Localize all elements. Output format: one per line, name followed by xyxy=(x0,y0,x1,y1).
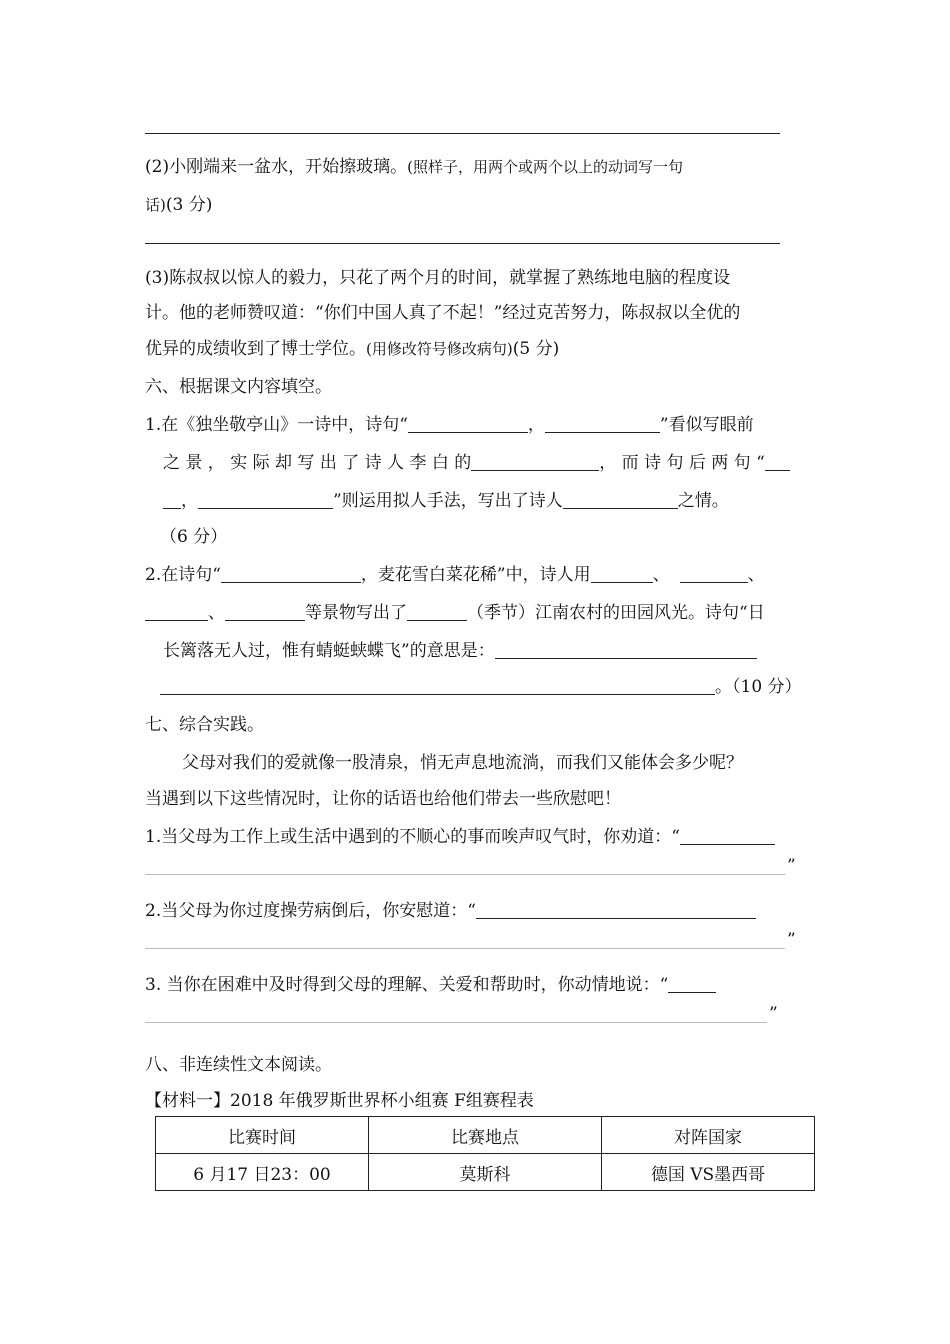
close-quote: ” xyxy=(769,1004,778,1024)
q5-item3-line1: (3)陈叔叔以惊人的毅力，只花了两个月的时间，就掌握了熟练地电脑的程度设 xyxy=(145,268,731,288)
table-cell: 德国 VS墨西哥 xyxy=(602,1154,815,1191)
q6-p2-line3: 长篱落无人过，惟有蜻蜓蛱蝶飞”的意思是： xyxy=(163,636,757,661)
answer-blank[interactable] xyxy=(476,901,756,919)
answer-line[interactable] xyxy=(145,1022,767,1023)
answer-blank[interactable] xyxy=(680,827,775,845)
fill-blank[interactable] xyxy=(163,491,181,509)
answer-line xyxy=(145,133,780,134)
q7-item2: 2.当父母为你过度操劳病倒后，你安慰道：“ xyxy=(145,896,756,921)
fill-blank[interactable] xyxy=(765,453,790,471)
q7-intro-2: 当遇到以下这些情况时，让你的话语也给他们带去一些欣慰吧！ xyxy=(145,789,621,809)
fill-blank[interactable] xyxy=(591,565,653,583)
q6-p2-line4: 。（10 分） xyxy=(160,672,802,697)
q5-item3-line2: 计。他的老师赞叹道：“你们中国人真了不起！”经过克苦努力，陈叔叔以全优的 xyxy=(145,303,741,323)
table-cell: 莫斯科 xyxy=(369,1154,602,1191)
q5-item2-score: (3 分) xyxy=(165,195,213,215)
close-quote: ” xyxy=(787,930,796,950)
q6-p1-line1: 1.在《独坐敬亭山》一诗中，诗句“ ， ”看似写眼前 xyxy=(145,415,754,435)
q5-item2-note-end: 话) xyxy=(145,196,166,214)
q6-heading: 六、根据课文内容填空。 xyxy=(145,377,332,397)
answer-line[interactable] xyxy=(145,948,785,949)
q8-heading: 八、非连续性文本阅读。 xyxy=(145,1055,332,1075)
table-cell: 6 月17 日23：00 xyxy=(156,1154,369,1191)
q6-p1-score: （6 分） xyxy=(160,527,228,547)
q7-item1: 1.当父母为工作上或生活中遇到的不顺心的事而唉声叹气时，你劝道：“ xyxy=(145,822,775,847)
fill-blank[interactable] xyxy=(225,603,305,621)
q5-item3-line3: 优异的成绩收到了博士学位。(用修改符号修改病句)(5 分) xyxy=(145,339,560,359)
schedule-table xyxy=(155,1116,815,1191)
close-quote: ” xyxy=(787,856,796,876)
q6-p1-line3: ， ”则运用拟人手法，写出了诗人 之情。 xyxy=(163,486,729,511)
q6-p2-line1: 2.在诗句“ ，麦花雪白菜花稀”中，诗人用 、 、 xyxy=(145,565,765,585)
fill-blank[interactable] xyxy=(495,641,757,659)
fill-blank[interactable] xyxy=(407,603,467,621)
fill-blank[interactable] xyxy=(545,415,660,433)
q5-item2-line1 xyxy=(145,152,683,177)
fill-blank[interactable] xyxy=(408,415,528,433)
q5-item2-line2 xyxy=(145,190,212,215)
answer-blank[interactable] xyxy=(668,975,716,993)
fill-blank[interactable] xyxy=(680,565,748,583)
material-title: 【材料一】2018 年俄罗斯世界杯小组赛 F组赛程表 xyxy=(145,1091,534,1111)
q5-item2-note: (照样子，用两个或两个以上的动词写一句 xyxy=(407,158,683,176)
q5-item3-score: (5 分) xyxy=(512,339,560,359)
q6-p2-line2: 、 等景物写出了 （季节）江南农村的田园风光。诗句“日 xyxy=(145,598,765,623)
fill-blank[interactable] xyxy=(198,491,333,509)
table-header-cell: 比赛时间 xyxy=(156,1117,369,1154)
q7-item3: 3. 当你在困难中及时得到父母的理解、关爱和帮助时，你动情地说：“ xyxy=(145,970,716,995)
answer-line[interactable] xyxy=(145,874,785,875)
table-header-row xyxy=(156,1117,815,1154)
fill-blank[interactable] xyxy=(221,565,361,583)
table-row xyxy=(156,1154,815,1191)
q5-item2-text: (2)小刚端来一盆水，开始擦玻璃。 xyxy=(145,157,408,177)
table-header-cell: 比赛地点 xyxy=(369,1117,602,1154)
q7-intro-1: 父母对我们的爱就像一股清泉，悄无声息地流淌，而我们又能体会多少呢？ xyxy=(182,753,743,773)
fill-blank[interactable] xyxy=(145,603,208,621)
table-header-cell: 对阵国家 xyxy=(602,1117,815,1154)
fill-blank[interactable] xyxy=(563,491,678,509)
q6-p1-line2: 之 景 ， 实 际 却 写 出 了 诗 人 李 白 的 ， 而 诗 句 后 两 句 “ xyxy=(163,448,790,473)
fill-blank[interactable] xyxy=(160,677,715,695)
q7-heading: 七、综合实践。 xyxy=(145,715,264,735)
fill-blank[interactable] xyxy=(471,453,599,471)
q5-item3-note: (用修改符号修改病句) xyxy=(366,340,513,358)
answer-line xyxy=(145,243,780,244)
